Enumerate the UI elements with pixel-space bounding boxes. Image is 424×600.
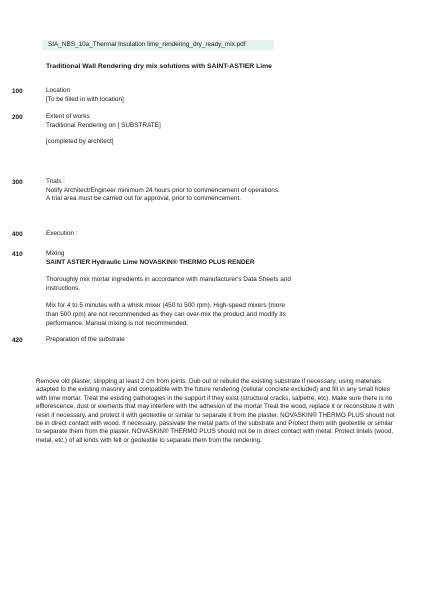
clause-heading: Location bbox=[46, 87, 71, 94]
clause-number-410: 410 bbox=[12, 251, 23, 258]
clause-heading: Execution : bbox=[46, 230, 78, 237]
clause-number-200: 200 bbox=[12, 114, 23, 121]
product-name: SAINT ASTIER Hydraulic Lime NOVASKIN® THERMO PLUS RENDER bbox=[46, 258, 255, 266]
clause-300 bbox=[46, 178, 306, 204]
clause-200 bbox=[46, 113, 376, 147]
mixing-paragraph: Mix for 4 to 5 minutes with a whisk mixer (450 to 500 rpm). High-speed mixers (more than 500 rpm) are not recommended as they can over-mix the product and modify its performance. Manual mixing is not recommended. bbox=[46, 302, 286, 327]
clause-100 bbox=[46, 87, 376, 104]
clause-number-420: 420 bbox=[12, 337, 23, 344]
clause-line: A trial area must be carried out for approval, prior to commencement. bbox=[46, 195, 242, 203]
clause-420 bbox=[46, 336, 376, 345]
clause-number-100: 100 bbox=[12, 88, 23, 95]
clause-line: [To be filled in with location] bbox=[46, 95, 124, 103]
clause-number-300: 300 bbox=[12, 179, 23, 186]
clause-heading: Preparation of the substrate bbox=[46, 336, 125, 343]
substrate-preparation-text bbox=[36, 378, 396, 445]
clause-line: Notify Architect/Engineer minimum 24 hours prior to commencement of operations. bbox=[46, 186, 280, 194]
substrate-paragraph: Remove old plaster, stripping at least 2 cm from joints. Dub out or rebuild the existing substrate if necessary, using materials adapted to the existing masonry and compatible with the future rendering (cellular concrete excluded) and fill in any small holes with lime mortar. Treat the existing pathologies in the support if they exist (structural cracks, salpetre, etc). Make sure there is no efflorescence, dust or elements that may interfere with the adhesion of the mortar Treat the wood, replace it or reconstitute it with resin if necessary, and protect it with geotextile or similar to separate it from the plaster. NOVASKIN® THERMO PLUS should not be in direct contact with wood. If necessary, passivate the metal parts of the substrate and Protect them with geotextile or similar to separate them from the plaster. NOVASKIN® THERMO PLUS should not be in direct contact with metal. Protect lintels (wood, metal, etc.) of all kinds with felt or geotextile to separate them from the rendering. bbox=[36, 378, 395, 444]
clause-note: [completed by architect] bbox=[46, 138, 114, 146]
file-name-bar: SIA_NBS_10a_Thermal Insulation lime_rendering_dry_ready_mix.pdf bbox=[42, 40, 274, 50]
clause-400 bbox=[46, 230, 376, 239]
clause-heading: Extent of works bbox=[46, 113, 90, 120]
document-title: Traditional Wall Rendering dry mix solutions with SAINT-ASTIER Lime bbox=[46, 63, 272, 70]
mixing-paragraph: Thoroughly mix mortar ingredients in accordance with manufacturer's Data Sheets and instructions. bbox=[46, 276, 291, 292]
clause-410 bbox=[46, 250, 291, 328]
clause-heading: Trials : bbox=[46, 178, 65, 185]
clause-number-400: 400 bbox=[12, 231, 23, 238]
clause-line: Traditional Rendering on [ SUBSTRATE] bbox=[46, 121, 161, 129]
clause-heading: Mixing bbox=[46, 250, 65, 257]
